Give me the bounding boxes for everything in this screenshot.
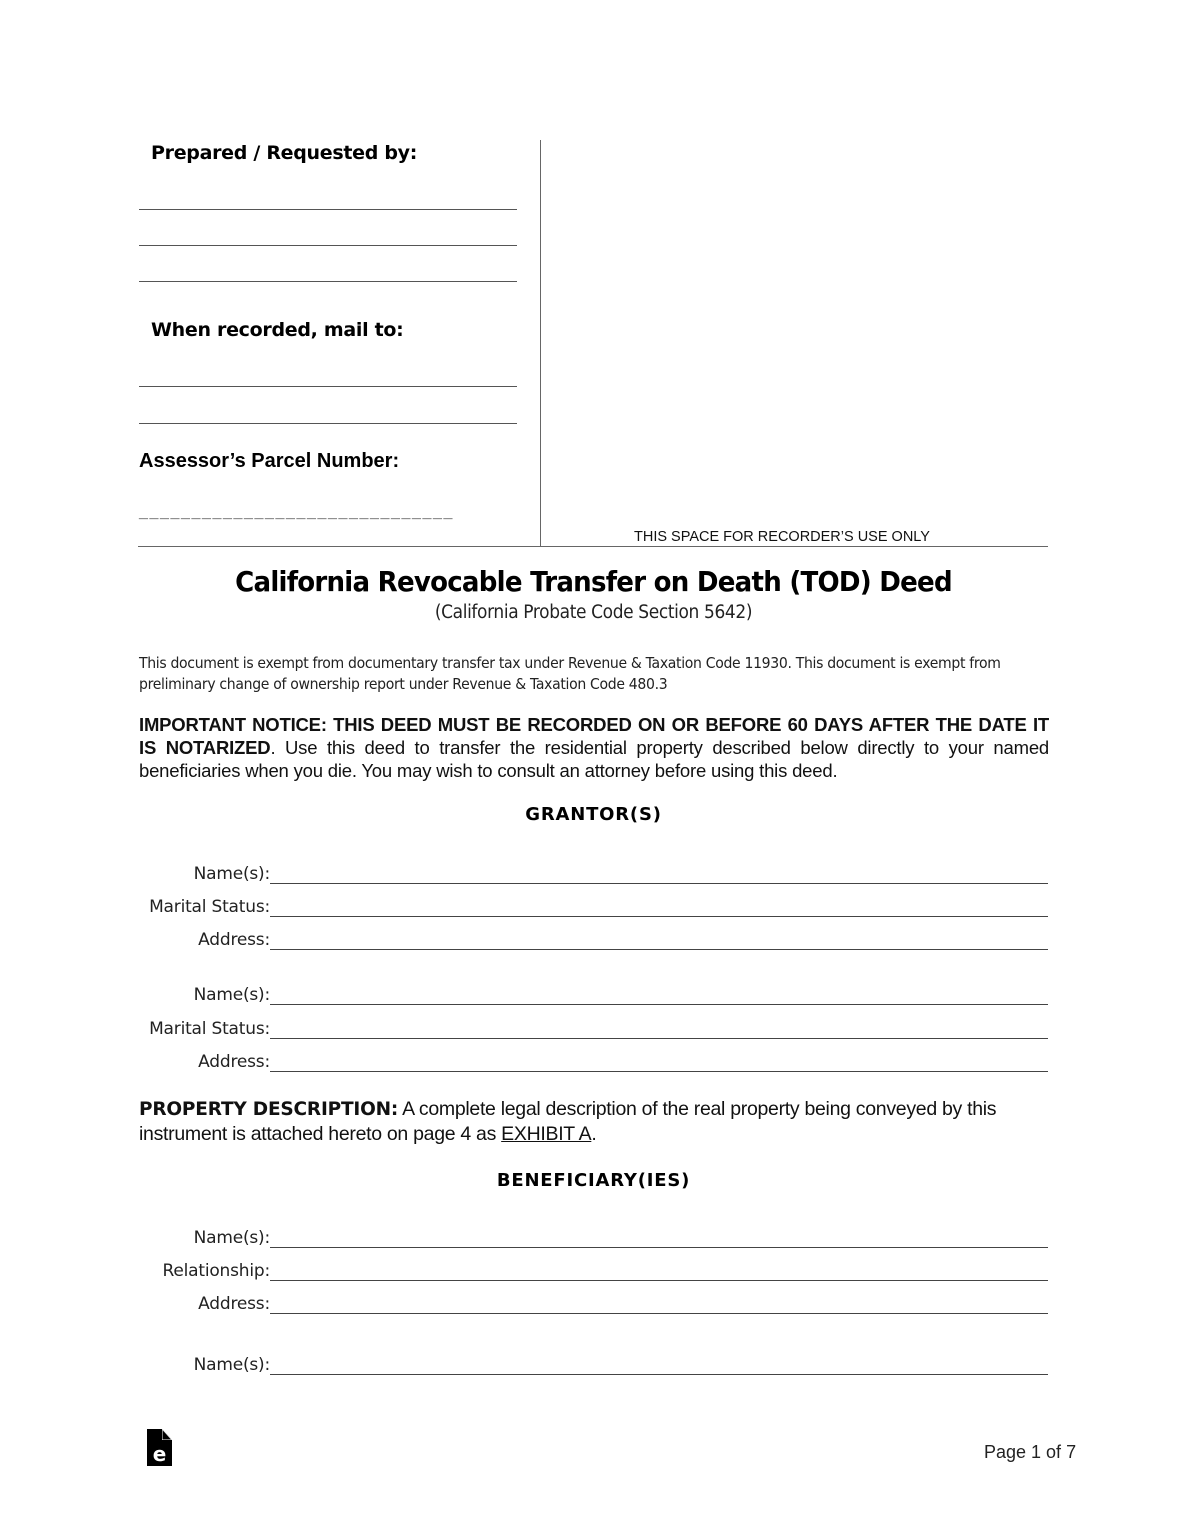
grantor-2-address-row <box>100 1048 1048 1072</box>
beneficiary-1-address-input[interactable] <box>270 1291 1048 1314</box>
field-label: Marital Status: <box>149 1019 270 1039</box>
field-label: Name(s): <box>193 864 270 884</box>
document-subtitle: (California Probate Code Section 5642) <box>434 602 753 623</box>
mail-to-label: When recorded, mail to: <box>151 319 404 341</box>
grantor-1-marital-status-input[interactable] <box>270 894 1048 917</box>
field-label: Marital Status: <box>149 897 270 917</box>
field-label: Name(s): <box>193 1355 270 1375</box>
page-number: Page 1 of 7 <box>984 1442 1077 1462</box>
field-label: Address: <box>198 1294 270 1314</box>
field-label: Relationship: <box>162 1261 270 1281</box>
beneficiary-2-name-row <box>100 1351 1048 1375</box>
apn-label: Assessor’s Parcel Number: <box>139 450 400 472</box>
property-description-text: A complete legal description of the real property being conveyed by this instrument is attached hereto on page 4 as <box>139 1098 997 1145</box>
property-description-lead: PROPERTY DESCRIPTION: <box>139 1099 399 1120</box>
eforms-document-icon <box>147 1429 172 1466</box>
beneficiary-1-name-input[interactable] <box>270 1225 1048 1248</box>
beneficiary-1-address-row <box>100 1290 1048 1314</box>
beneficiary-2-name-input[interactable] <box>270 1352 1048 1375</box>
grantor-2-marital-status-input[interactable] <box>270 1016 1048 1039</box>
field-label: Name(s): <box>193 1228 270 1248</box>
grantor-1-address-row <box>100 926 1048 950</box>
beneficiaries-heading: BENEFICIARY(IES) <box>496 1170 691 1191</box>
mail-to-line-1[interactable] <box>139 386 517 387</box>
prepared-by-line-3[interactable] <box>139 281 517 282</box>
property-description <box>139 1097 1049 1147</box>
prepared-by-line-2[interactable] <box>139 245 517 246</box>
property-description-end: . <box>591 1123 597 1145</box>
important-notice <box>139 713 1049 782</box>
grantors-heading: GRANTOR(S) <box>525 804 662 825</box>
apn-field[interactable]: ______________________________ <box>139 504 454 521</box>
recorder-use-note: THIS SPACE FOR RECORDER’S USE ONLY <box>634 529 930 545</box>
grantor-1-address-input[interactable] <box>270 927 1048 950</box>
mail-to-line-2[interactable] <box>139 423 517 424</box>
grantor-1-marital-row <box>100 893 1048 917</box>
grantor-2-marital-row <box>100 1015 1048 1039</box>
grantor-1-name-row <box>100 860 1048 884</box>
grantor-1-name-input[interactable] <box>270 861 1048 884</box>
prepared-by-label: Prepared / Requested by: <box>151 142 418 164</box>
tax-exempt-statement: This document is exempt from documentary transfer tax under Revenue & Taxation Code 11930. This document is exempt from preliminary change of ownership report under Revenue & Taxation Code 480.3 <box>139 654 1001 693</box>
beneficiary-1-name-row <box>100 1224 1048 1248</box>
prepared-by-line-1[interactable] <box>139 209 517 210</box>
notice-bold: IMPORTANT NOTICE: THIS DEED MUST BE RECORDED ON OR BEFORE 60 DAYS AFTER THE DATE IT IS NOTARIZED <box>139 714 1049 758</box>
recorder-space-divider <box>540 140 541 547</box>
beneficiary-1-relationship-input[interactable] <box>270 1258 1048 1281</box>
notice-rest: . Use this deed to transfer the residential property described below directly to your named beneficiaries when you die. You may wish to consult an attorney before using this deed. <box>139 737 1049 781</box>
field-label: Address: <box>198 930 270 950</box>
header-bottom-rule <box>138 546 1048 547</box>
field-label: Name(s): <box>193 985 270 1005</box>
field-label: Address: <box>198 1052 270 1072</box>
grantor-2-name-input[interactable] <box>270 982 1048 1005</box>
document-title: California Revocable Transfer on Death (TOD) Deed <box>235 565 952 598</box>
beneficiary-1-relationship-row <box>100 1257 1048 1281</box>
exhibit-a-link[interactable]: EXHIBIT A <box>501 1123 592 1145</box>
svg-text:e: e <box>152 1442 167 1466</box>
grantor-2-name-row <box>100 981 1048 1005</box>
grantor-2-address-input[interactable] <box>270 1049 1048 1072</box>
